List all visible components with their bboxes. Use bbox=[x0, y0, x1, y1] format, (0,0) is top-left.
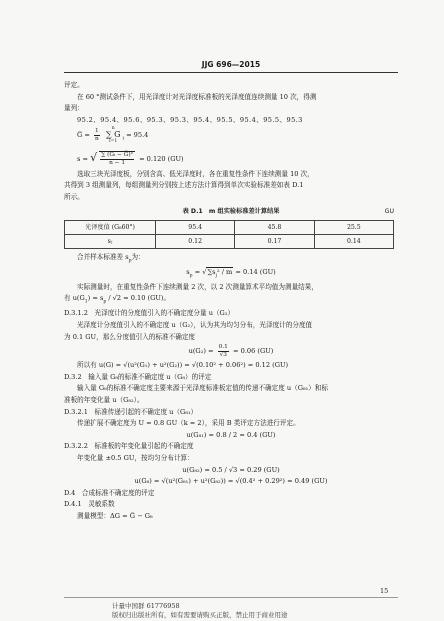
text-line: 测量模型：ΔG = G̅ − G₈ bbox=[77, 511, 153, 520]
formula-part: = 0.14 (GU) bbox=[233, 267, 276, 276]
sqrt-content bbox=[206, 267, 233, 279]
text-subscript: 1 bbox=[84, 299, 88, 305]
formula-pooled: $s_p = √\sum s_j^2 / m = 0.14$ (GU) bbox=[186, 267, 276, 279]
formula-part: ∑s bbox=[207, 267, 216, 276]
text-line: 在 60 °测试条件下，用光泽度计对光泽度标准板的光泽度值连续测量 10 次，得测 bbox=[77, 92, 317, 101]
text-part: 为： bbox=[131, 253, 145, 262]
text-line: 共得到 3 组测量列，每组测量列分别按上述方法计算得到单次实验标准差如表 D.1 bbox=[64, 181, 304, 190]
table-row-header: 光泽度值 (G₈60°) bbox=[65, 221, 156, 235]
formula-part: = 95.4 bbox=[126, 131, 149, 140]
sum-limits bbox=[106, 126, 121, 144]
formula-part: s = bbox=[77, 154, 89, 163]
text-line bbox=[64, 252, 398, 267]
table-cell: 95.4 bbox=[156, 221, 235, 235]
text-line bbox=[64, 293, 398, 308]
table-row bbox=[65, 235, 394, 249]
fraction-numerator: 1 bbox=[95, 127, 99, 134]
text-part: 有 u(G bbox=[64, 294, 85, 303]
fraction-denominator: √3 bbox=[219, 351, 227, 358]
formula-combined-g: 所以有 u(G) = √(u²(G₁) + u²(G₂)) = √(0.10² + 0.06²) = 0.12 (GU) bbox=[77, 361, 289, 370]
fraction-numerator: 0.1 bbox=[218, 343, 228, 350]
sum-upper: n bbox=[111, 126, 115, 132]
page-number: 15 bbox=[380, 587, 389, 595]
fraction bbox=[218, 344, 229, 359]
formula-subscript: i bbox=[122, 136, 124, 142]
text-line: 量列： bbox=[64, 104, 84, 113]
text-line: 年变化量 ±0.5 GU，按均匀分布计算： bbox=[77, 453, 194, 462]
formula-part: u(G₂) = bbox=[188, 347, 214, 356]
text-line: 准板的年变化量 u（G₈₂）。 bbox=[64, 395, 144, 404]
text-line: 光泽度计分度值引入的不确定度 u（G₂），认为其为均匀分布，光泽度计的分度值 bbox=[77, 320, 313, 329]
footer-line: 计量中国群 61776958 bbox=[112, 602, 180, 610]
section-heading: D.3.2 输入量 G₈的标准不确定度 u（G₈）的评定 bbox=[64, 372, 212, 381]
fraction-denominator: n − 1 bbox=[109, 159, 126, 166]
table-cell: 0.12 bbox=[156, 235, 235, 249]
measurement-values: 95.2、95.4、95.6、95.3、95.3、95.4、95.5、95.4、95.5、95.3 bbox=[77, 115, 303, 124]
table-cell: 0.14 bbox=[314, 235, 393, 249]
text-part: ) = s bbox=[87, 294, 104, 303]
formula-mean bbox=[64, 126, 398, 147]
formula-part: G̅ = bbox=[77, 131, 90, 140]
sum-lower: i=1 bbox=[109, 139, 118, 145]
formula-subscript: j bbox=[215, 273, 217, 279]
section-heading: D.3.2.1 标准传递引起的不确定度 u（G₈₁） bbox=[64, 407, 198, 416]
text-subscript: p bbox=[128, 258, 132, 264]
section-heading: D.3.1.2 光泽度计的分度值引入的不确定度分量 u（G₂） bbox=[64, 309, 235, 318]
text-line: 为 0.1 GU，那么分度值引入的标准不确定度 bbox=[64, 332, 196, 341]
text-subscript: p bbox=[103, 299, 107, 305]
table-row-header: sⱼ bbox=[65, 235, 156, 249]
table-cell: 0.17 bbox=[235, 235, 314, 249]
formula-stddev bbox=[64, 148, 398, 169]
formula-part: = 0.120 (GU) bbox=[139, 154, 184, 163]
footer-line: 版权归出版社所有，如有需要请购买正版，禁止用于商业用途 bbox=[112, 611, 288, 619]
table-caption-text: 表 D.1 m 组实验标准差计算结果 bbox=[182, 208, 280, 216]
fraction-numerator: ∑ (Gᵢ − G̅)² bbox=[101, 151, 133, 158]
sum-symbol: ∑ G bbox=[105, 130, 121, 140]
formula-part: s bbox=[186, 267, 190, 276]
formula-combined-gs: u(G₈) = √(u²(G₈₁) + u²(G₈₂)) = √(0.4² + 0.29²) = 0.49 (GU) bbox=[134, 477, 328, 486]
formula-part: = 0.06 (GU) bbox=[233, 347, 274, 356]
section-heading: D.4.1 灵敏系数 bbox=[64, 500, 115, 509]
text-line: 传递扩展不确定度为 U = 0.8 GU（k = 2），采用 B 类评定方法进行评定。 bbox=[77, 419, 300, 428]
formula-transfer: u(G₈₁) = 0.8 / 2 = 0.4 (GU) bbox=[186, 430, 276, 439]
footer-notice bbox=[112, 602, 288, 620]
formula-part: ² / m bbox=[216, 267, 233, 276]
section-heading: D.3.2.2 标准板的年变化量引起的不确定度 bbox=[64, 442, 194, 451]
table-cell: 45.8 bbox=[235, 221, 314, 235]
formula-annual: u(G₈₂) = 0.5 / √3 = 0.29 (GU) bbox=[182, 465, 280, 474]
formula-subscript: p bbox=[189, 273, 193, 279]
text-line: 输入量 G₈的标准不确定度主要来源于光泽度标准板定值的传递不确定度 u（G₈₁）和标 bbox=[77, 384, 329, 393]
data-table bbox=[64, 220, 394, 249]
footer-rule bbox=[64, 597, 398, 598]
formula-resolution bbox=[64, 343, 398, 360]
section-heading: D.4 合成标准不确定度的评定 bbox=[64, 488, 155, 497]
text-part: 合并样本标准差 s bbox=[77, 253, 129, 262]
formula-part: = bbox=[192, 267, 203, 276]
document-body bbox=[64, 80, 398, 522]
fraction bbox=[99, 151, 135, 167]
page-header: JJG 696—2015 bbox=[201, 60, 261, 69]
table-caption bbox=[64, 206, 398, 218]
fraction bbox=[94, 128, 100, 143]
table-unit: GU bbox=[384, 208, 394, 216]
table-row bbox=[65, 221, 394, 235]
text-part: / √2 = 0.10 (GU)。 bbox=[106, 294, 171, 303]
fraction-denominator: n bbox=[95, 135, 99, 142]
text-line: 所示。 bbox=[64, 192, 84, 201]
text-line: 实际测量时，在重复性条件下连续测量 2 次，以 2 次测量算术平均值为测量结果， bbox=[77, 282, 318, 291]
sqrt-symbol: √ bbox=[90, 150, 98, 164]
text-line: 评定。 bbox=[64, 81, 84, 89]
header-rule bbox=[64, 72, 398, 73]
text-line: 选取三块光泽度板，分别含高、低光泽度时，各在重复性条件下连续测量 10 次， bbox=[77, 169, 314, 178]
table-cell: 25.5 bbox=[314, 221, 393, 235]
